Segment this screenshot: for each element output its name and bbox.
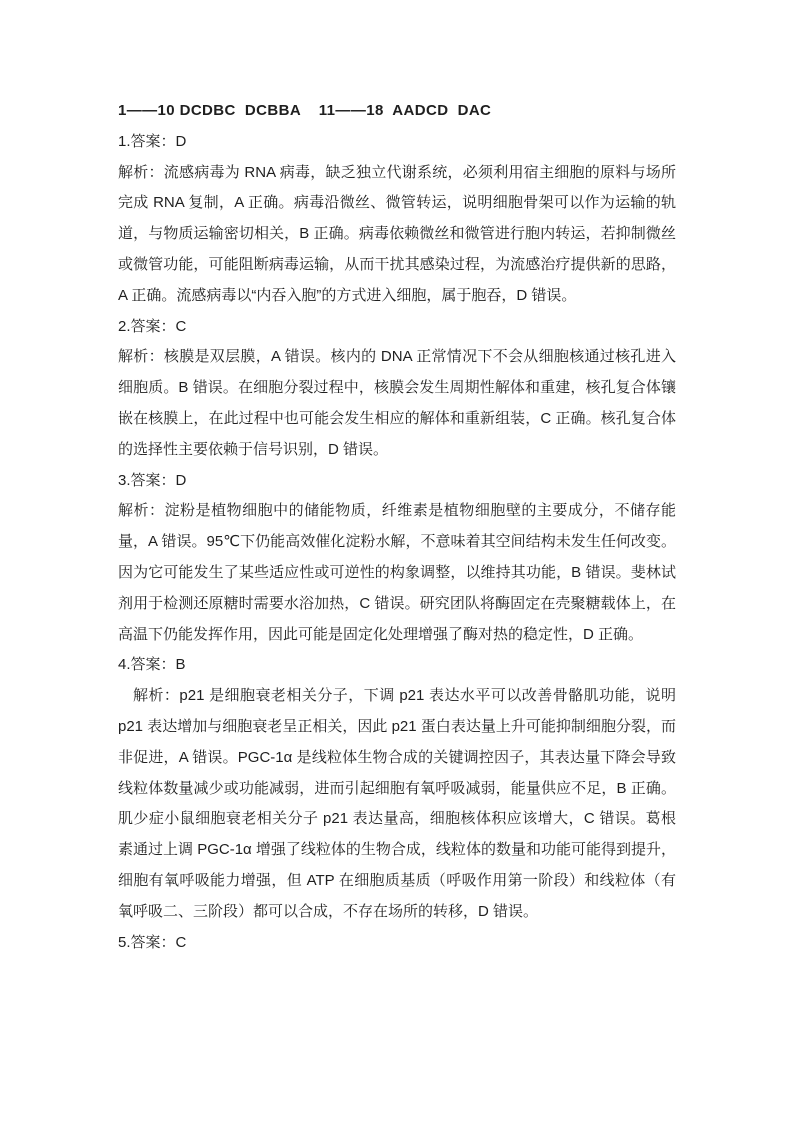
question-1-answer: 1.答案：D xyxy=(118,132,187,150)
question-1-analysis: 解析：流感病毒为 RNA 病毒，缺乏独立代谢系统，必须利用宿主细胞的原料与场所完成 RNA 复制，A 正确。病毒沿微丝、微管转运，说明细胞骨架可以作为运输的轨道，与物质运输密切相关，B 正确。病毒依赖微丝和微管进行胞内转运，若抑制微丝或微管功能，可能阻断病毒运输，从而干扰其感染过程，为流感治疗提供新的思路，A 正确。流感病毒以“内吞入胞”的方式进入细胞，属于胞吞，D 错误。 xyxy=(118,163,676,304)
question-4-answer: 4.答案：B xyxy=(118,656,186,674)
question-3-answer: 3.答案：D xyxy=(118,471,187,489)
question-4-analysis: 解析：p21 是细胞衰老相关分子，下调 p21 表达水平可以改善骨骼肌功能，说明 p21 表达增加与细胞衰老呈正相关，因此 p21 蛋白表达量上升可能抑制细胞分裂，而非促进，A 错误。PGC-1α 是线粒体生物合成的关键调控因子，其表达量下降会导致线粒体数量减少或功能减弱，进而引起细胞有氧呼吸减弱，能量供应不足，B 正确。肌少症小鼠细胞衰老相关分子 p21 表达量高，细胞核体积应该增大，C 错误。葛根素通过上调 PGC-1α 增强了线粒体的生物合成，线粒体的数量和功能可能得到提升，细胞有氧呼吸能力增强，但 ATP 在细胞质基质（呼吸作用第一阶段）和线粒体（有氧呼吸二、三阶段）都可以合成，不存在场所的转移，D 错误。 xyxy=(118,687,676,920)
question-2-analysis: 解析：核膜是双层膜，A 错误。核内的 DNA 正常情况下不会从细胞核通过核孔进入细胞质。B 错误。在细胞分裂过程中，核膜会发生周期性解体和重建，核孔复合体镶嵌在核膜上，在此过程中也可能会发生相应的解体和重新组装，C 正确。核孔复合体的选择性主要依赖于信号识别，D 错误。 xyxy=(118,348,676,458)
question-3-analysis: 解析：淀粉是植物细胞中的储能物质，纤维素是植物细胞壁的主要成分，不储存能量，A 错误。95℃下仍能高效催化淀粉水解，不意味着其空间结构未发生任何改变。因为它可能发生了某些适应性或可逆性的构象调整，以维持其功能，B 错误。斐林试剂用于检测还原糖时需要水浴加热，C 错误。研究团队将酶固定在壳聚糖载体上，在高温下仍能发挥作用，因此可能是固定化处理增强了酶对热的稳定性，D 正确。 xyxy=(118,502,676,643)
answer-key-line: 1——10 DCDBC DCBBA 11——18 AADCD DAC xyxy=(118,102,492,119)
question-5-answer: 5.答案：C xyxy=(118,933,187,951)
question-2-answer: 2.答案：C xyxy=(118,317,187,335)
